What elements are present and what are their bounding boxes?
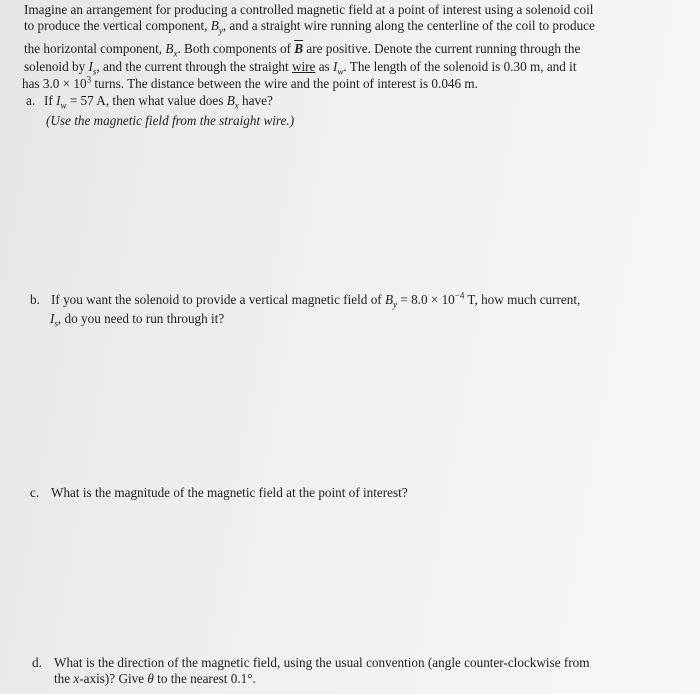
intro-text: has 3.0 × 10 [22, 76, 87, 91]
by-symbol: $B_y$ [210, 18, 223, 36]
bx-symbol: $B_x$ [226, 93, 239, 111]
intro-line-3 [24, 41, 580, 57]
intro-text: Imagine an arrangement for producing a controlled magnetic field at a point of interest using a solenoid coil [24, 2, 594, 17]
intro-line-5 [22, 76, 478, 92]
intro-line-2 [24, 18, 595, 34]
by-symbol: $B_y$ [384, 292, 398, 310]
intro-text: solenoid by [24, 59, 89, 74]
intro-text: are positive. Denote the current running through the [303, 41, 581, 56]
part-d-label: d. [32, 655, 42, 670]
intro-text: , and the current through the straight [96, 59, 292, 74]
part-c-label: c. [30, 485, 40, 500]
intro-text: the horizontal component, [24, 41, 166, 56]
intro-text: . The length of the solenoid is 0.30 m, and it [343, 59, 577, 74]
part-a-label: a. [26, 93, 36, 108]
is-symbol: $I_s$ [88, 59, 97, 77]
intro-line-4 [24, 59, 577, 75]
bx-symbol: $B_x$ [165, 41, 178, 59]
intro-text: . Both components of [177, 41, 295, 56]
part-d-question: d. What is the direction of the magnetic field, using the usual convention (angle counter-clockwise from [32, 655, 590, 670]
intro-text: as [315, 59, 333, 74]
part-b-question: b. If you want the solenoid to provide a vertical magnetic field of $B_y = 8.0 \times 10^{-4}$ T, how much current, [30, 290, 581, 310]
b-vector-symbol: $\overline{B}$ [294, 41, 304, 56]
is-symbol: $I_s$ [50, 311, 58, 329]
iw-symbol: $I_w$ [56, 93, 67, 111]
theta-symbol: θ [147, 671, 154, 686]
intro-text: to produce the vertical component, [24, 18, 211, 33]
intro-line-1 [24, 2, 593, 18]
exponent: 3 [86, 74, 92, 85]
part-a-question: a. If $I_w = 57$ A, then what value does $B_x$ have? [26, 93, 273, 111]
part-d-question-cont: the x-axis)? Give θ to the nearest 0.1°. [54, 671, 256, 686]
part-b-question-cont: $I_s$, do you need to run through it? [50, 311, 225, 329]
x-symbol: x [73, 671, 80, 686]
part-a-note: (Use the magnetic field from the straight wire.) [46, 113, 295, 128]
intro-text: wire [291, 59, 316, 74]
exponent: −4 [454, 290, 465, 301]
intro-text: , and a straight wire running along the centerline of the coil to produce [222, 18, 595, 33]
intro-text: turns. The distance between the wire and the point of interest is 0.046 m. [91, 76, 478, 91]
part-b-label: b. [30, 292, 40, 307]
iw-symbol: $I_w$ [333, 59, 344, 77]
part-c-question: c. What is the magnitude of the magnetic field at the point of interest? [30, 485, 408, 500]
